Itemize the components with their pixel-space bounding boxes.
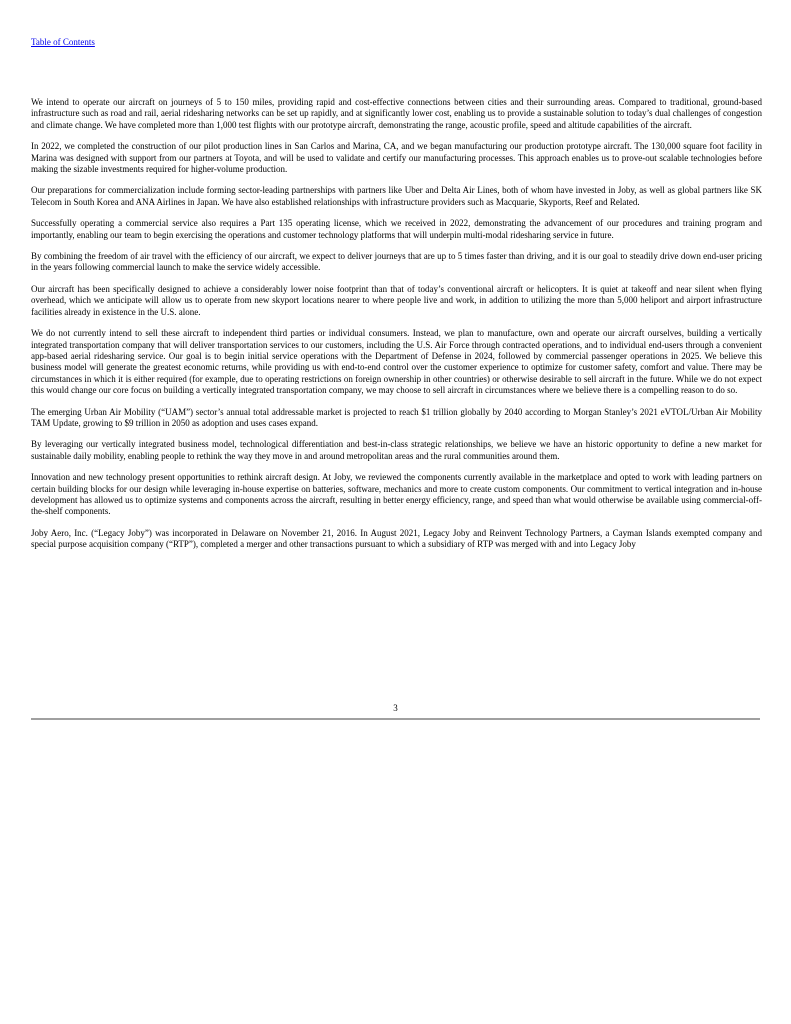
page-number: 3	[393, 703, 398, 713]
paragraph-historic-opportunity: By leveraging our vertically integrated business model, technological differentiation and best-in-class strategic relationships, we believe we have an historic opportunity to define a new market for sustainable daily mobility, enabling people to rethink the way they move in and around metropolitan areas and the rural communities around them.	[31, 439, 762, 461]
paragraph-production-lines: In 2022, we completed the construction of our pilot production lines in San Carlos and Marina, CA, and we began manufacturing our production prototype aircraft. The 130,000 square foot facility in Marina was designed with support from our partners at Toyota, and will be used to validate and certify our manufacturing processes. This approach enables us to prove-out scalable technologies before making the sizable investments required for higher-volume production.	[31, 141, 762, 175]
paragraph-uam-market: The emerging Urban Air Mobility (“UAM”) sector’s annual total addressable market is projected to reach $1 trillion globally by 2040 according to Morgan Stanley’s 2021 eVTOL/Urban Air Mobility TAM Update, growing to $9 trillion in 2050 as adoption and uses cases expand.	[31, 406, 762, 428]
paragraph-business-model: We do not currently intend to sell these aircraft to independent third parties or individual consumers. Instead, we plan to manufacture, own and operate our aircraft ourselves, building a vertically integrated transportation company that will deliver transportation services to our customers, including the U.S. Air Force through contracted operations, and to individual end-users through a convenient app-based aerial ridesharing service. Our goal is to begin initial service operations with the Department of Defense in 2024, followed by commercial passenger operations in 2025. We believe this business model will generate the greatest economic returns, while providing us with end-to-end control over the customer experience to optimize for customer safety, comfort and value. There may be circumstances in which it is either required (for example, due to operating restrictions on foreign ownership in other countries) or otherwise desirable to sell aircraft in the future. While we do not expect this would change our core focus on building a vertically integrated transportation company, we may choose to sell aircraft in circumstances where we believe there is a compelling reason to do so.	[31, 328, 762, 396]
paragraph-noise-footprint: Our aircraft has been specifically designed to achieve a considerably lower noise footprint than that of today’s conventional aircraft or helicopters. It is quiet at takeoff and near silent when flying overhead, which we anticipate will allow us to operate from new skyport locations nearer to where people live and work, in addition to utilizing the more than 5,000 heliport and airport infrastructure facilities already in existence in the U.S. alone.	[31, 283, 762, 317]
document-body	[31, 97, 762, 561]
page-divider	[31, 718, 760, 720]
table-of-contents-link[interactable]: Table of Contents	[31, 37, 95, 47]
paragraph-legacy-joby: Joby Aero, Inc. (“Legacy Joby”) was incorporated in Delaware on November 21, 2016. In August 2021, Legacy Joby and Reinvent Technology Partners, a Cayman Islands exempted company and special purpose acquisition company (“RTP”), completed a merger and other transactions pursuant to which a subsidiary of RTP was merged with and into Legacy Joby	[31, 527, 762, 550]
paragraph-partnerships: Our preparations for commercialization include forming sector-leading partnerships with partners like Uber and Delta Air Lines, both of whom have invested in Joby, as well as global partners like SK Telecom in South Korea and ANA Airlines in Japan. We have also established relationships with infrastructure providers such as Macquarie, Skyports, Reef and Related.	[31, 185, 762, 207]
paragraph-part-135-license: Successfully operating a commercial service also requires a Part 135 operating license, which we received in 2022, demonstrating the advancement of our procedures and training program and importantly, enabling our team to begin exercising the operations and customer technology platforms that will underpin multi-modal ridesharing service in future.	[31, 218, 762, 240]
paragraph-flight-range: We intend to operate our aircraft on journeys of 5 to 150 miles, providing rapid and cost-effective connections between cities and their surrounding areas. Compared to traditional, ground-based infrastructure such as road and rail, aerial ridesharing networks can be set up rapidly, and at significantly lower cost, enabling us to provide a sustainable solution to today’s dual challenges of congestion and climate change. We have completed more than 1,000 test flights with our prototype aircraft, demonstrating the range, acoustic profile, speed and altitude capabilities of the aircraft.	[31, 97, 762, 130]
paragraph-innovation: Innovation and new technology present opportunities to rethink aircraft design. At Joby, we reviewed the components currently available in the marketplace and opted to work with leading partners on certain building blocks for our design while leveraging in-house expertise on batteries, software, mechanics and more to create custom components. Our commitment to vertical integration and in-house development has allowed us to optimize systems and components across the aircraft, resulting in better energy efficiency, range, and speed than what would otherwise be available using commercial-off-the-shelf components.	[31, 472, 762, 517]
paragraph-journey-speed: By combining the freedom of air travel with the efficiency of our aircraft, we expect to deliver journeys that are up to 5 times faster than driving, and it is our goal to steadily drive down end-user pricing in the years following commercial launch to make the service widely accessible.	[31, 251, 762, 273]
